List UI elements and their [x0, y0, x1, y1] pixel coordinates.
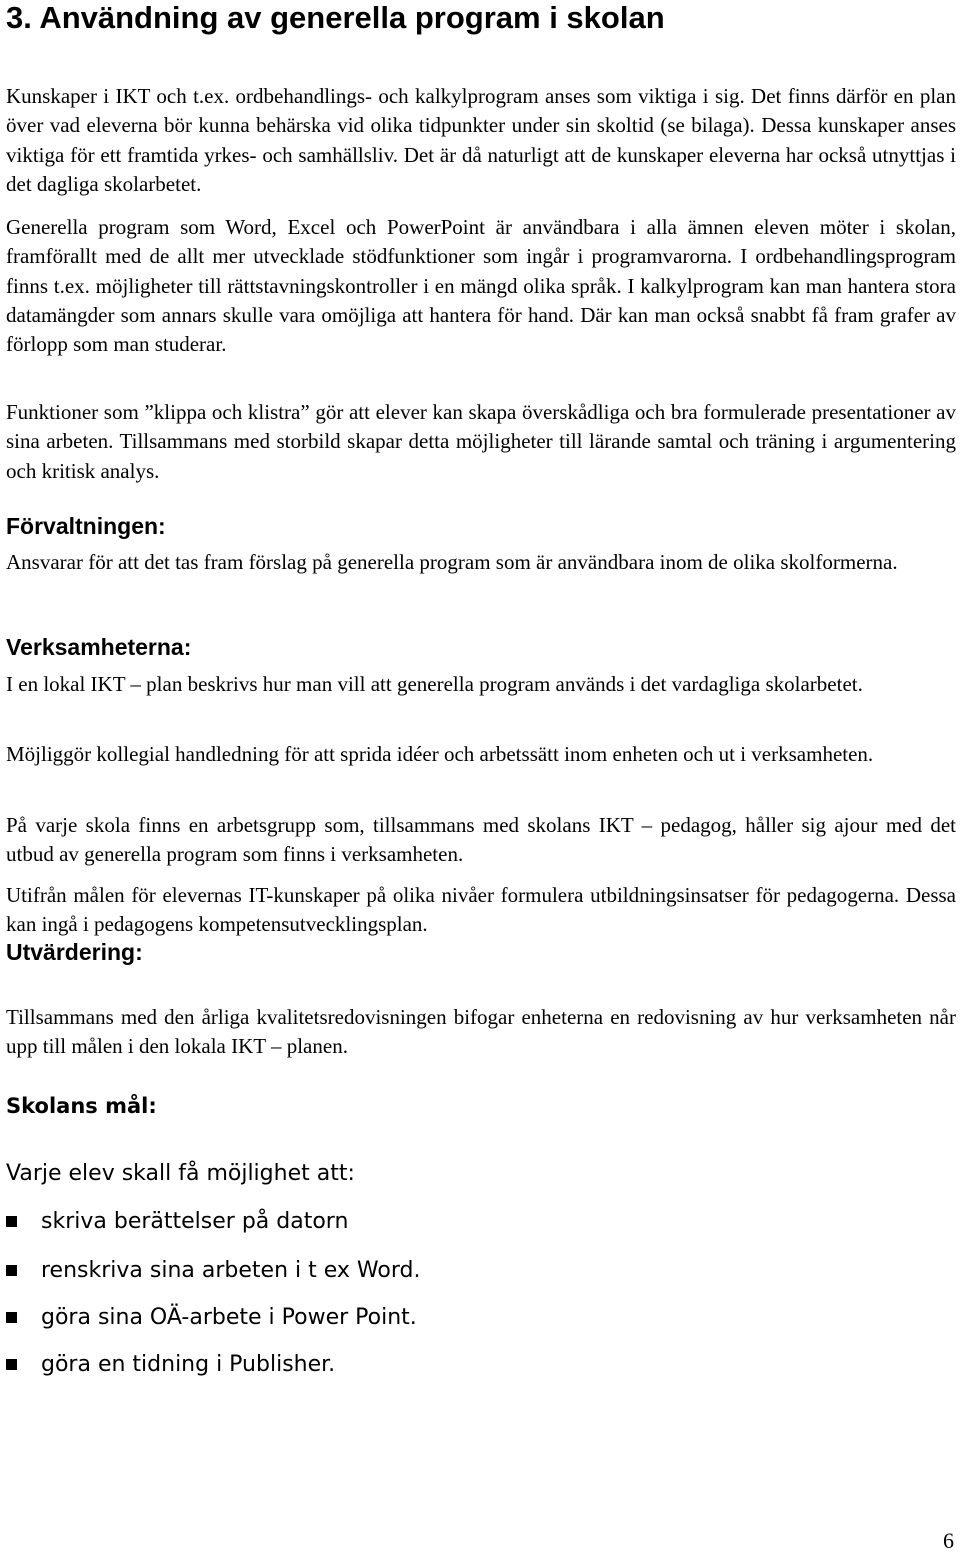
list-item-text: skriva berättelser på datorn	[41, 1209, 349, 1234]
square-bullet-icon	[6, 1216, 17, 1227]
page-title: 3. Användning av generella program i skolan	[6, 0, 665, 35]
intro-paragraph-1: Kunskaper i IKT och t.ex. ordbehandlings- och kalkylprogram anses som viktiga i sig. Det finns därför en plan över vad eleverna bör kunna behärska vid olika tidpunkter under sin skoltid (se bilaga). Dessa kunskaper anses viktiga för ett framtida yrkes- och samhällsliv. Det är då naturligt att de kunskaper eleverna har också utnyttjas i det dagliga skolarbetet.	[6, 84, 956, 196]
list-item-text: renskriva sina arbeten i t ex Word.	[41, 1258, 421, 1283]
utvardering-paragraph: Tillsammans med den årliga kvalitetsredovisningen bifogar enheterna en redovisning av hur verksamheten når upp till målen i den lokala IKT – planen.	[6, 1005, 956, 1059]
intro-paragraph-2: Generella program som Word, Excel och PowerPoint är användbara i alla ämnen eleven möter i skolan, framförallt med de allt mer utvecklade stödfunktioner som ingår i programvarorna. I ordbehandlingsprogram finns t.ex. möjligheter till rättstavningskontroller i en mängd olika språk. I kalkylprogram kan man hantera stora datamängder som annars skulle vara omöjliga att hantera för hand. Där kan man också snabbt få fram grafer av förlopp som man studerar.	[6, 215, 956, 357]
verksamheterna-paragraph-1: I en lokal IKT – plan beskrivs hur man vill att generella program används i det vardagliga skolarbetet.	[6, 672, 863, 696]
page-number: 6	[943, 1528, 954, 1553]
heading-skolans-mal: Skolans mål:	[6, 1094, 157, 1118]
forvaltningen-paragraph: Ansvarar för att det tas fram förslag på generella program som är användbara inom de olika skolformerna.	[6, 550, 898, 574]
list-item-text: göra sina OÄ-arbete i Power Point.	[41, 1305, 417, 1330]
heading-utvardering: Utvärdering:	[6, 939, 143, 965]
heading-verksamheterna: Verksamheterna:	[6, 634, 192, 660]
skolans-mal-intro: Varje elev skall få möjlighet att:	[6, 1161, 355, 1186]
square-bullet-icon	[6, 1359, 17, 1370]
verksamheterna-paragraph-3: På varje skola finns en arbetsgrupp som, tillsammans med skolans IKT – pedagog, håller sig ajour med det utbud av generella program som finns i verksamheten.	[6, 813, 956, 867]
verksamheterna-paragraph-4: Utifrån målen för elevernas IT-kunskaper på olika nivåer formulera utbildningsinsatser för pedagogerna. Dessa kan ingå i pedagogens kompetensutvecklingsplan.	[6, 883, 956, 937]
list-item-text: göra en tidning i Publisher.	[41, 1352, 336, 1377]
square-bullet-icon	[6, 1312, 17, 1323]
intro-paragraph-3: Funktioner som ”klippa och klistra” gör att elever kan skapa överskådliga och bra formulerade presentationer av sina arbeten. Tillsammans med storbild skapar detta möjligheter till lärande samtal och träning i argumentering och kritisk analys.	[6, 400, 956, 483]
heading-forvaltningen: Förvaltningen:	[6, 513, 166, 539]
square-bullet-icon	[6, 1265, 17, 1276]
verksamheterna-paragraph-2: Möjliggör kollegial handledning för att sprida idéer och arbetssätt inom enheten och ut i verksamheten.	[6, 742, 874, 766]
